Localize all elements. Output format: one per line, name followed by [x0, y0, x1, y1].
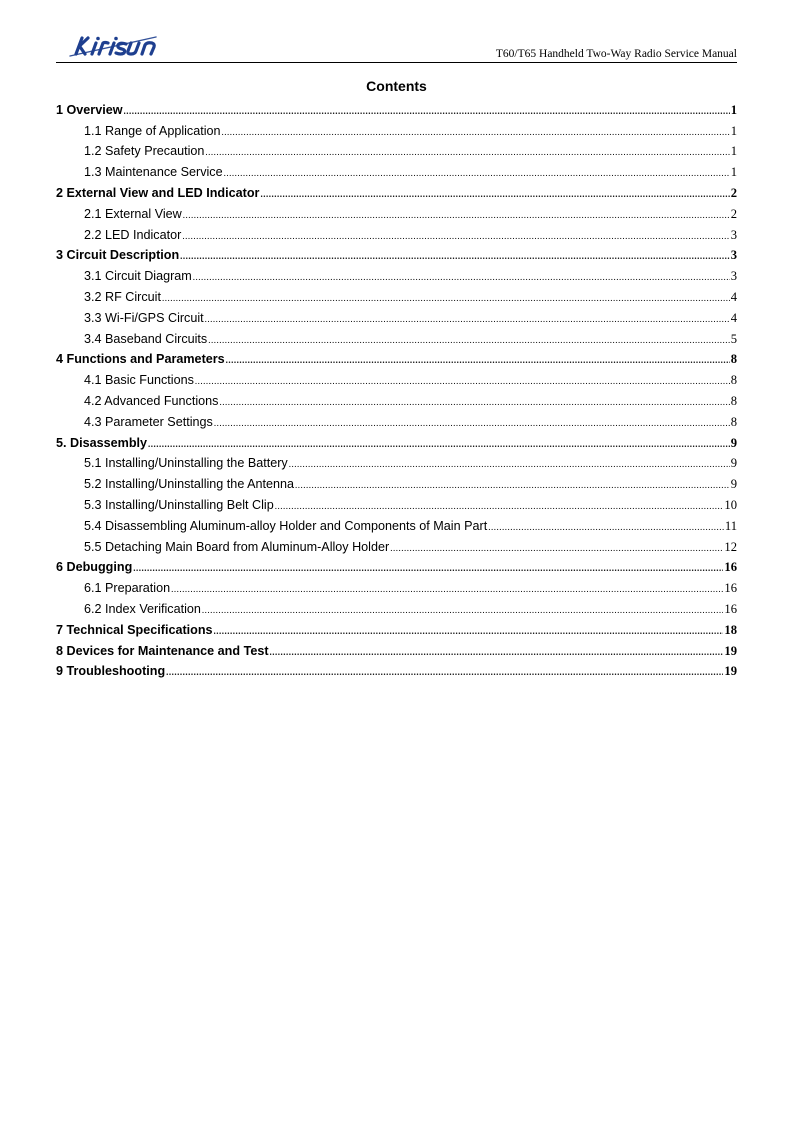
toc-section-entry[interactable] — [56, 596, 737, 617]
toc-section-entry[interactable] — [56, 201, 737, 222]
dot-leader — [166, 666, 723, 679]
toc-section-entry[interactable] — [56, 159, 737, 180]
dot-leader — [180, 250, 730, 263]
toc-section-entry[interactable] — [56, 388, 737, 409]
manual-title: T60/T65 Handheld Two-Way Radio Service Manual — [495, 48, 737, 60]
toc-entry-page-number: 8 — [730, 393, 737, 408]
toc-entry-label: 1.1 Range of Application — [84, 123, 221, 138]
toc-entry-label: 1.2 Safety Precaution — [84, 144, 205, 159]
toc-chapter-entry[interactable] — [56, 555, 737, 576]
toc-entry-page-number: 16 — [724, 560, 737, 575]
toc-entry-page-number: 9 — [730, 435, 737, 450]
toc-entry-label: 5.4 Disassembling Aluminum-alloy Holder and Components of Main Part — [84, 518, 488, 533]
dot-leader — [195, 375, 730, 388]
dot-leader — [183, 209, 730, 222]
toc-section-entry[interactable] — [56, 326, 737, 347]
toc-entry-page-number: 3 — [730, 227, 737, 242]
dot-leader — [148, 438, 730, 451]
toc-section-entry[interactable] — [56, 222, 737, 243]
toc-entry-page-number: 3 — [730, 269, 737, 284]
table-of-contents — [56, 97, 737, 679]
toc-section-entry[interactable] — [56, 513, 737, 534]
toc-chapter-entry[interactable] — [56, 180, 737, 201]
toc-entry-label: 5.3 Installing/Uninstalling Belt Clip — [84, 497, 274, 512]
toc-entry-page-number: 2 — [730, 206, 737, 221]
toc-entry-label: 3.2 RF Circuit — [84, 289, 161, 304]
toc-entry-label: 4 Functions and Parameters — [56, 352, 225, 367]
kirisun-logo — [68, 34, 160, 58]
toc-entry-label: 4.2 Advanced Functions — [84, 393, 219, 408]
toc-entry-page-number: 19 — [724, 664, 737, 679]
toc-entry-label: 9 Troubleshooting — [56, 664, 166, 679]
toc-entry-page-number: 8 — [730, 414, 737, 429]
toc-section-entry[interactable] — [56, 492, 737, 513]
dot-leader — [226, 354, 730, 367]
dot-leader — [275, 500, 724, 513]
page-header — [56, 30, 737, 63]
dot-leader — [182, 230, 729, 243]
toc-section-entry[interactable] — [56, 139, 737, 160]
toc-chapter-entry[interactable] — [56, 617, 737, 638]
toc-entry-page-number: 4 — [730, 289, 737, 304]
toc-entry-page-number: 16 — [724, 601, 737, 616]
dot-leader — [208, 334, 729, 347]
toc-entry-page-number: 1 — [730, 123, 737, 138]
dot-leader — [214, 625, 724, 638]
dot-leader — [260, 188, 729, 201]
toc-entry-label: 5.5 Detaching Main Board from Aluminum-Alloy Holder — [84, 539, 390, 554]
toc-entry-page-number: 11 — [724, 518, 737, 533]
toc-entry-label: 3.4 Baseband Circuits — [84, 331, 208, 346]
toc-section-entry[interactable] — [56, 534, 737, 555]
toc-entry-label: 6.1 Preparation — [84, 581, 171, 596]
toc-chapter-entry[interactable] — [56, 347, 737, 368]
toc-section-entry[interactable] — [56, 367, 737, 388]
toc-entry-page-number: 9 — [730, 456, 737, 471]
toc-entry-label: 6.2 Index Verification — [84, 601, 201, 616]
toc-entry-page-number: 1 — [730, 102, 737, 117]
toc-chapter-entry[interactable] — [56, 97, 737, 118]
toc-entry-page-number: 10 — [724, 497, 737, 512]
dot-leader — [205, 146, 729, 159]
toc-entry-page-number: 8 — [730, 352, 737, 367]
toc-entry-label: 5. Disassembly — [56, 435, 148, 450]
toc-entry-page-number: 1 — [730, 144, 737, 159]
toc-entry-label: 3.1 Circuit Diagram — [84, 269, 192, 284]
dot-leader — [295, 479, 730, 492]
toc-heading: Contents — [366, 78, 427, 94]
toc-section-entry[interactable] — [56, 451, 737, 472]
dot-leader — [270, 646, 724, 659]
toc-entry-label: 2.2 LED Indicator — [84, 227, 182, 242]
dot-leader — [390, 542, 723, 555]
toc-chapter-entry[interactable] — [56, 430, 737, 451]
toc-entry-page-number: 16 — [724, 581, 737, 596]
toc-section-entry[interactable] — [56, 409, 737, 430]
toc-entry-page-number: 2 — [730, 185, 737, 200]
toc-entry-page-number: 8 — [730, 373, 737, 388]
toc-entry-label: 7 Technical Specifications — [56, 622, 213, 637]
toc-entry-label: 8 Devices for Maintenance and Test — [56, 643, 269, 658]
toc-entry-label: 5.1 Installing/Uninstalling the Battery — [84, 456, 288, 471]
toc-entry-page-number: 4 — [730, 310, 737, 325]
toc-section-entry[interactable] — [56, 263, 737, 284]
toc-entry-page-number: 19 — [724, 643, 737, 658]
toc-entry-page-number: 12 — [724, 539, 737, 554]
dot-leader — [289, 458, 730, 471]
dot-leader — [222, 126, 730, 139]
dot-leader — [171, 583, 723, 596]
toc-entry-page-number: 9 — [730, 477, 737, 492]
toc-entry-page-number: 3 — [730, 248, 737, 263]
toc-section-entry[interactable] — [56, 471, 737, 492]
toc-chapter-entry[interactable] — [56, 638, 737, 659]
dot-leader — [193, 271, 730, 284]
toc-entry-label: 4.3 Parameter Settings — [84, 414, 213, 429]
toc-entry-label: 3.3 Wi-Fi/GPS Circuit — [84, 310, 204, 325]
toc-entry-label: 4.1 Basic Functions — [84, 373, 194, 388]
dot-leader — [224, 167, 730, 180]
dot-leader — [202, 604, 723, 617]
toc-entry-label: 3 Circuit Description — [56, 248, 180, 263]
toc-entry-label: 2 External View and LED Indicator — [56, 185, 260, 200]
toc-entry-label: 6 Debugging — [56, 560, 133, 575]
toc-section-entry[interactable] — [56, 305, 737, 326]
dot-leader — [219, 396, 729, 409]
toc-entry-page-number: 18 — [724, 622, 737, 637]
toc-chapter-entry[interactable] — [56, 659, 737, 680]
toc-section-entry[interactable] — [56, 118, 737, 139]
dot-leader — [162, 292, 730, 305]
dot-leader — [214, 417, 730, 430]
dot-leader — [133, 562, 723, 575]
toc-section-entry[interactable] — [56, 284, 737, 305]
toc-entry-label: 2.1 External View — [84, 206, 182, 221]
dot-leader — [205, 313, 730, 326]
toc-entry-page-number: 5 — [730, 331, 737, 346]
toc-entry-label: 1 Overview — [56, 102, 123, 117]
dot-leader — [124, 105, 730, 118]
toc-chapter-entry[interactable] — [56, 243, 737, 264]
dot-leader — [488, 521, 724, 534]
toc-entry-label: 1.3 Maintenance Service — [84, 165, 223, 180]
toc-section-entry[interactable] — [56, 575, 737, 596]
toc-entry-page-number: 1 — [730, 165, 737, 180]
toc-entry-label: 5.2 Installing/Uninstalling the Antenna — [84, 477, 295, 492]
